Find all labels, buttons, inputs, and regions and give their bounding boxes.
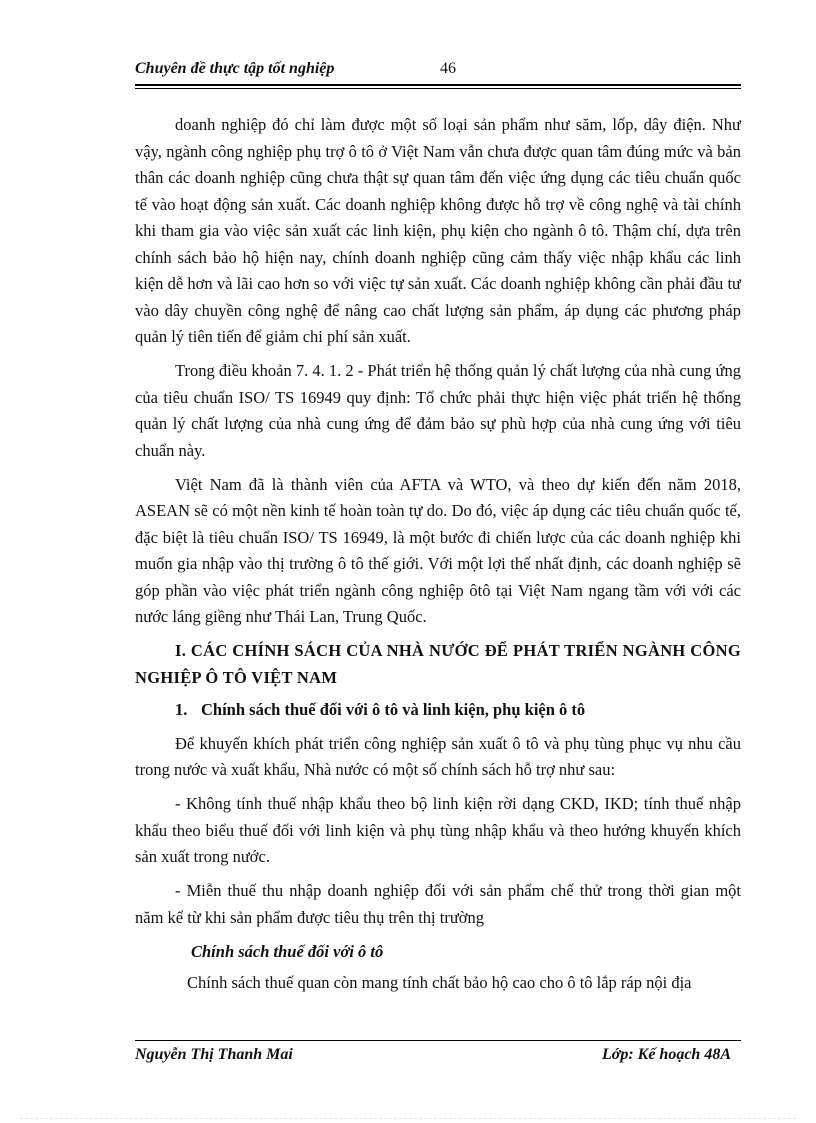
- footer-rule: [135, 1040, 741, 1041]
- subsection-title: Chính sách thuế đối với ô tô và linh kiện, phụ kiện ô tô: [201, 700, 586, 719]
- footer-class: Lớp: Kế hoạch 48A: [601, 1046, 731, 1063]
- subsection-number: 1.: [175, 700, 188, 719]
- page-number: 46: [440, 60, 456, 77]
- page-body: [135, 112, 741, 1012]
- paragraph-4: Để khuyến khích phát triển công nghiệp sản xuất ô tô và phụ tùng phục vụ nhu cầu trong nước và xuất khẩu, Nhà nước có một số chính sách hỗ trợ như sau:: [135, 733, 741, 779]
- header-rule-thick: [135, 84, 741, 86]
- sub-subsection-heading: Chính sách thuế đối với ô tô: [191, 941, 384, 961]
- page-header: [135, 58, 741, 84]
- page-edge-divider: [20, 1118, 796, 1119]
- paragraph-7: Chính sách thuế quan còn mang tính chất bảo hộ cao cho ô tô lắp ráp nội địa: [187, 973, 692, 992]
- paragraph-6: - Miễn thuế thu nhập doanh nghiệp đối với sản phẩm chế thử trong thời gian một năm kể từ khi sản phẩm được tiêu thụ trên thị trường: [135, 881, 741, 927]
- paragraph-1: doanh nghiệp đó chỉ làm được một số loại sản phẩm như săm, lốp, dây điện. Như vậy, ngành công nghiệp phụ trợ ô tô ở Việt Nam vẫn chưa được quan tâm đúng mức và bản thân các doanh nghiệp cũng chưa thật sự quan tâm đến việc ứng dụng các tiêu chuẩn quốc tế vào hoạt động sản xuất. Các doanh nghiệp không được hỗ trợ về công nghệ và tài chính khi tham gia vào việc sản xuất các linh kiện, phụ kiện cho ngành ô tô. Thậm chí, dựa trên chính sách bảo hộ hiện nay, chính doanh nghiệp cũng cảm thấy việc nhập khẩu các linh kiện dễ hơn và lãi cao hơn so với việc tự sản xuất. Các doanh nghiệp không cần phải đầu tư vào dây chuyền công nghệ để nâng cao chất lượng sản phẩm, áp dụng các phương pháp quản lý tiên tiến để giảm chi phí sản xuất.: [135, 115, 741, 346]
- page-footer: [135, 1046, 741, 1070]
- section-heading: I. CÁC CHÍNH SÁCH CỦA NHÀ NƯỚC ĐỂ PHÁT TRIỂN NGÀNH CÔNG NGHIỆP Ô TÔ VIỆT NAM: [135, 641, 741, 687]
- footer-author: Nguyễn Thị Thanh Mai: [135, 1046, 293, 1063]
- subsection-heading: [135, 697, 741, 724]
- header-rule-thin: [135, 88, 741, 89]
- paragraph-2: Trong điều khoản 7. 4. 1. 2 - Phát triển hệ thống quản lý chất lượng của nhà cung ứng của tiêu chuẩn ISO/ TS 16949 quy định: Tổ chức phải thực hiện việc phát triển hệ thống quản lý chất lượng của nhà cung ứng để đảm bảo sự phù hợp của nhà cung ứng với tiêu chuẩn này.: [135, 361, 741, 460]
- paragraph-5: - Không tính thuế nhập khẩu theo bộ linh kiện rời dạng CKD, IKD; tính thuế nhập khẩu theo biểu thuế đối với linh kiện và phụ tùng nhập khẩu và theo hướng khuyến khích sản xuất trong nước.: [135, 794, 741, 866]
- paragraph-3: Việt Nam đã là thành viên của AFTA và WTO, và theo dự kiến đến năm 2018, ASEAN sẽ có một nền kinh tế hoàn toàn tự do. Do đó, việc áp dụng các tiêu chuẩn quốc tế, đặc biệt là tiêu chuẩn ISO/ TS 16949, là một bước đi chiến lược của các doanh nghiệp khi muốn gia nhập vào thị trường ô tô thế giới. Với một lợi thế nhất định, các doanh nghiệp sẽ góp phần vào việc phát triển ngành công nghiệp ôtô tại Việt Nam ngang tầm với với các nước láng giềng như Thái Lan, Trung Quốc.: [135, 474, 741, 626]
- header-title: Chuyên đề thực tập tốt nghiệp: [135, 60, 335, 77]
